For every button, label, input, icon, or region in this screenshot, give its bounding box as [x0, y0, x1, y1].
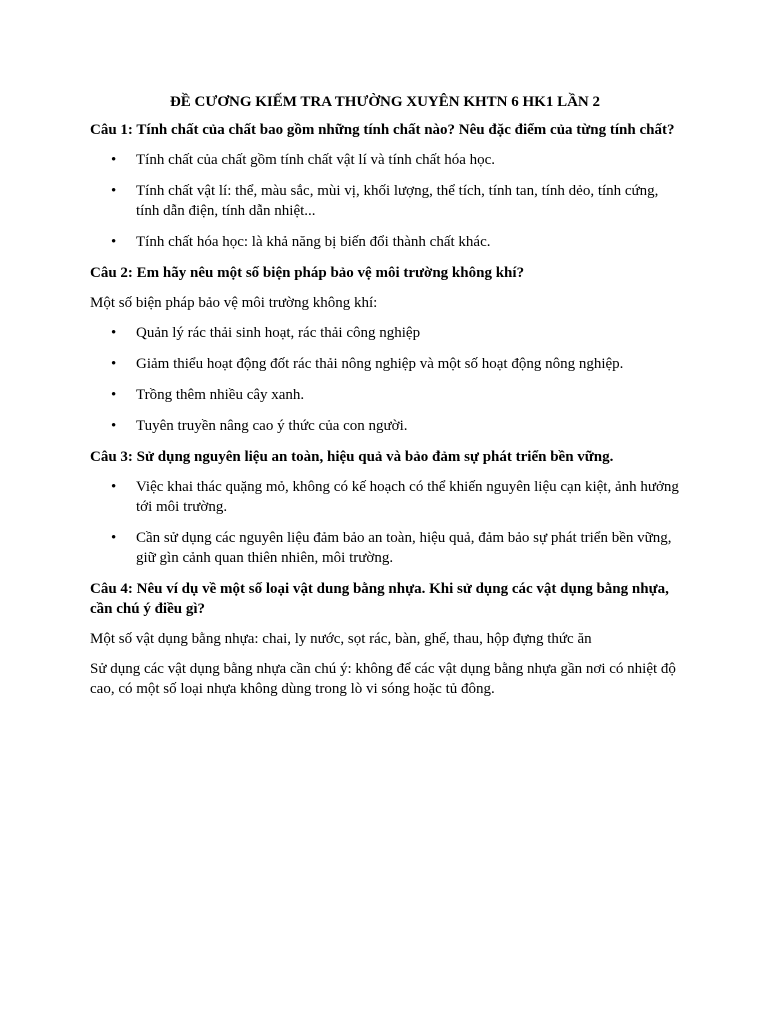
list-item-text: Việc khai thác quặng mỏ, không có kế hoạch có thể khiến nguyên liệu cạn kiệt, ảnh hưởng tới môi trường.: [136, 479, 679, 515]
bullet-icon: •: [111, 152, 117, 168]
document-title: ĐỀ CƯƠNG KIẾM TRA THƯỜNG XUYÊN KHTN 6 HK1 LẦN 2: [169, 94, 601, 110]
question-3: Câu 3: Sử dụng nguyên liệu an toàn, hiệu quả và bảo đảm sự phát triển bền vững.: [90, 449, 614, 465]
list-item-text: Cần sử dụng các nguyên liệu đảm bảo an toàn, hiệu quả, đảm bảo sự phát triển bền vững, giữ gìn cảnh quan thiên nhiên, môi trường.: [136, 530, 672, 566]
list-item-text: Giảm thiểu hoạt động đốt rác thải nông nghiệp và một số hoạt động nông nghiệp.: [136, 356, 624, 372]
bullet-icon: •: [111, 530, 117, 546]
list-item: [90, 181, 680, 221]
bullet-icon: •: [111, 479, 117, 495]
bullet-icon: •: [111, 387, 117, 403]
bullet-icon: •: [111, 183, 117, 199]
list-item: [90, 477, 680, 517]
list-item: [90, 385, 680, 405]
question-1: Câu 1: Tính chất của chất bao gồm những tính chất nào? Nêu đặc điểm của từng tính chất?: [90, 122, 675, 138]
list-item: [90, 323, 680, 343]
list-item-text: Tính chất vật lí: thể, màu sắc, mùi vị, khối lượng, thể tích, tính tan, tính dẻo, tính cứng, tính dẫn điện, tính dẫn nhiệt...: [136, 183, 659, 219]
question-2-list: [90, 323, 680, 436]
list-item: [90, 416, 680, 436]
question-4-answer-2: Sử dụng các vật dụng bằng nhựa cần chú ý: không để các vật dụng bằng nhựa gần nơi có nhiệt độ cao, có một số loại nhựa không dùng trong lò vi sóng hoặc tủ đông.: [90, 661, 676, 697]
question-3-list: [90, 477, 680, 568]
list-item-text: Trồng thêm nhiều cây xanh.: [136, 387, 305, 403]
question-2-intro: Một số biện pháp bảo vệ môi trường không khí:: [90, 295, 378, 311]
bullet-icon: •: [111, 356, 117, 372]
list-item-text: Tính chất hóa học: là khả năng bị biến đổi thành chất khác.: [136, 234, 491, 250]
list-item-text: Quản lý rác thải sinh hoạt, rác thải công nghiệp: [136, 325, 421, 341]
list-item: [90, 528, 680, 568]
bullet-icon: •: [111, 234, 117, 250]
question-1-list: [90, 150, 680, 252]
question-2: Câu 2: Em hãy nêu một số biện pháp bảo vệ môi trường không khí?: [90, 265, 525, 281]
question-4: Câu 4: Nêu ví dụ về một số loại vật dung bằng nhựa. Khi sử dụng các vật dụng bằng nhựa, cần chú ý điều gì?: [90, 581, 669, 617]
list-item: [90, 150, 680, 170]
list-item-text: Tuyên truyền nâng cao ý thức của con người.: [136, 418, 408, 434]
question-4-answer-1: Một số vật dụng bằng nhựa: chai, ly nước, sọt rác, bàn, ghế, thau, hộp đựng thức ăn: [90, 631, 592, 647]
bullet-icon: •: [111, 325, 117, 341]
bullet-icon: •: [111, 418, 117, 434]
list-item: [90, 232, 680, 252]
list-item: [90, 354, 680, 374]
list-item-text: Tính chất của chất gồm tính chất vật lí và tính chất hóa học.: [136, 152, 496, 168]
